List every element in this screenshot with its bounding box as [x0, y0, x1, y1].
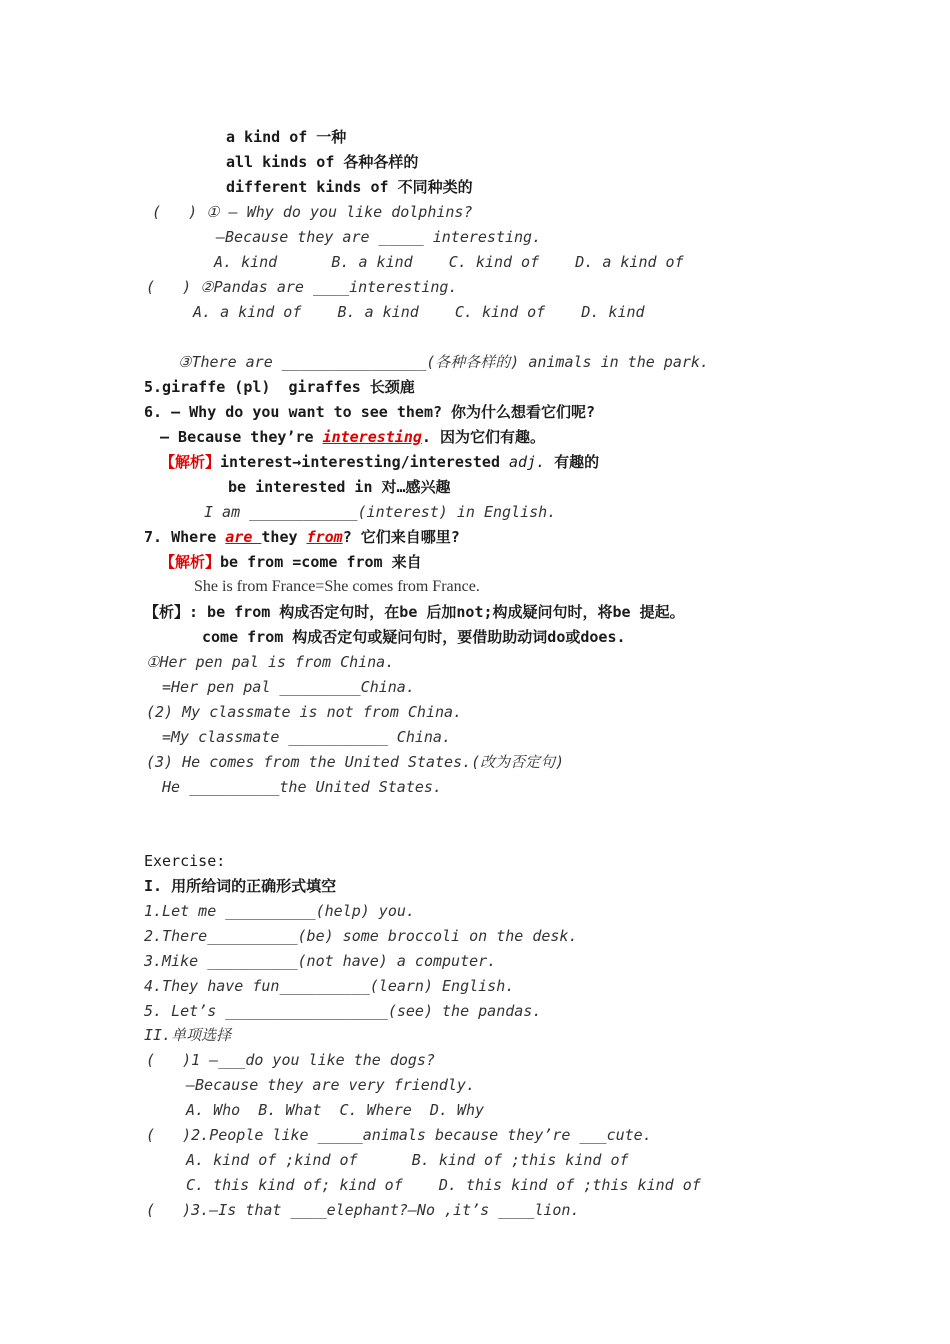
vocab-a-kind-of: a kind of 一种 [226, 128, 347, 146]
item-6-answer [160, 427, 545, 447]
fill-3: 3.Mike __________(not have) a computer. [144, 952, 497, 970]
item-7-analysis [160, 552, 422, 572]
fill-2: 2.There__________(be) some broccoli on the desk. [144, 927, 578, 945]
question-2-options: A. a kind of B. a kind C. kind of D. kind [193, 303, 645, 321]
fill-4: 4.They have fun__________(learn) English. [144, 977, 515, 995]
choice-3: ( )3.—Is that ____elephant?—No ,it’s ____lion. [146, 1201, 580, 1219]
transform-1-blank: =Her pen pal _________China. [162, 678, 415, 696]
analysis-text: be from =come from 来自 [220, 553, 422, 571]
example-france: She is from France=She comes from France. [194, 578, 480, 595]
highlight-interesting: interesting [322, 428, 422, 446]
item-7-question [144, 527, 460, 547]
highlight-from: from [306, 528, 343, 546]
choice-1-options: A. Who B. What C. Where D. Why [186, 1101, 485, 1119]
choice-2-options-ab: A. kind of ;kind of B. kind of ;this kind of [186, 1151, 629, 1169]
q7-part-1: 7. Where [144, 528, 226, 546]
choice-2: ( )2.People like _____animals because they’re ___cute. [146, 1126, 652, 1144]
interest-exercise: I am ____________(interest) in English. [204, 503, 557, 521]
analysis-text: interest→interesting/interested [220, 453, 509, 471]
choice-1-line-2: —Because they are very friendly. [186, 1076, 475, 1094]
question-3: ③There are ________________(各种各样的) animals in the park. [178, 353, 709, 371]
section-2-heading: II.单项选择 [144, 1026, 232, 1044]
question-1: ( ) ① — Why do you like dolphins? [152, 203, 473, 221]
grammar-note-2: come from 构成否定句或疑问句时，要借助助动词do或does. [202, 628, 626, 646]
question-2: ( ) ②Pandas are ____interesting. [146, 278, 458, 296]
choice-1: ( )1 —___do you like the dogs? [146, 1051, 435, 1069]
answer-text: — Because they’re [160, 428, 323, 446]
item-5-giraffe: 5.giraffe (pl) giraffes 长颈鹿 [144, 378, 415, 396]
question-1-options: A. kind B. a kind C. kind of D. a kind of [214, 253, 684, 271]
transform-2: (2) My classmate is not from China. [146, 703, 463, 721]
highlight-are: are [225, 528, 262, 546]
answer-translation: . 因为它们有趣。 [421, 428, 545, 446]
q7-part-2: they [261, 528, 307, 546]
grammar-note-1: 【析】: be from 构成否定句时，在be 后加not;构成疑问句时，将be 提起。 [144, 603, 685, 621]
analysis-pos: adj. [509, 453, 546, 471]
item-6-question: 6. — Why do you want to see them? 你为什么想看它们呢? [144, 403, 596, 421]
transform-2-blank: =My classmate ___________ China. [162, 728, 451, 746]
transform-1: ①Her pen pal is from China. [146, 653, 395, 671]
vocab-all-kinds-of: all kinds of 各种各样的 [226, 153, 419, 171]
question-1-line-2: —Because they are _____ interesting. [216, 228, 542, 246]
transform-3-blank: He __________the United States. [162, 778, 442, 796]
transform-3: (3) He comes from the United States.(改为否定句) [146, 753, 565, 771]
be-interested-in: be interested in 对…感兴趣 [228, 478, 451, 496]
analysis-meaning: 有趣的 [545, 453, 600, 471]
item-6-analysis [160, 452, 599, 472]
analysis-tag: 【解析】 [160, 453, 221, 471]
vocab-different-kinds-of: different kinds of 不同种类的 [226, 178, 473, 196]
analysis-tag: 【解析】 [160, 553, 221, 571]
section-1-heading: I. 用所给词的正确形式填空 [144, 877, 337, 895]
exercise-heading: Exercise: [144, 852, 226, 870]
fill-1: 1.Let me __________(help) you. [144, 902, 415, 920]
q7-part-3: ? 它们来自哪里? [342, 528, 460, 546]
choice-2-options-cd: C. this kind of; kind of D. this kind of ;this kind of [186, 1176, 701, 1194]
fill-5: 5. Let’s __________________(see) the pandas. [144, 1002, 542, 1020]
